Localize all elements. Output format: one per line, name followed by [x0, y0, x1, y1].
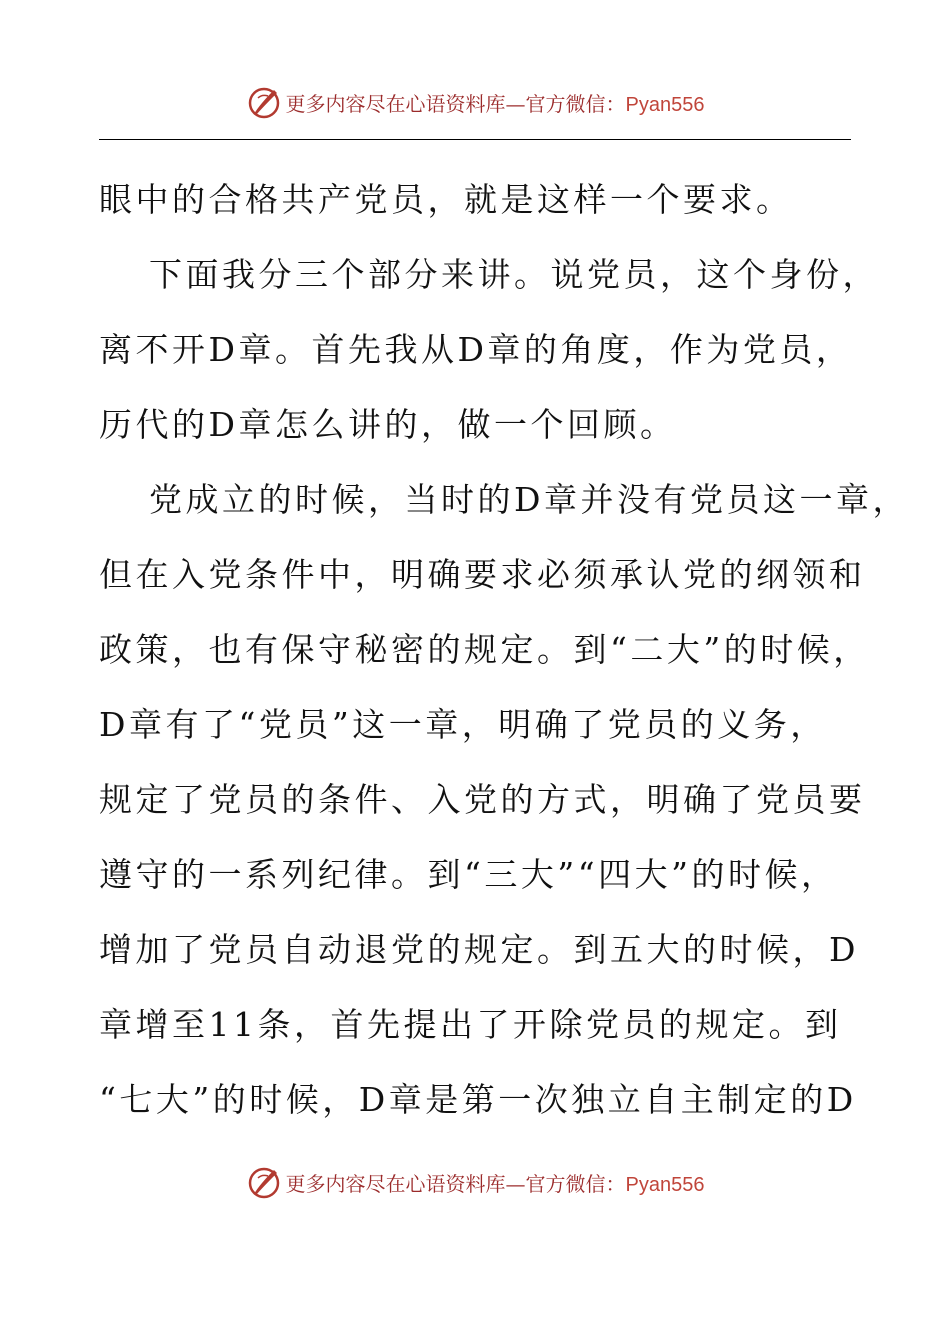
pen-logo-icon: [246, 1164, 282, 1200]
text-line: “七大”的时候，D章是第一次独立自主制定的D: [99, 1080, 857, 1119]
text-line: 增加了党员自动退党的规定。到五大的时候，D: [99, 930, 859, 969]
document-body: [99, 162, 909, 1137]
text-line: 历代的D章怎么讲的，做一个回顾。: [99, 405, 677, 444]
pen-logo-icon: [246, 84, 282, 120]
header-banner: [0, 82, 950, 122]
text-line: 遵守的一系列纪律。到“三大”“四大”的时候，: [99, 855, 838, 894]
text-line: 但在入党条件中，明确要求必须承认党的纲领和: [99, 555, 866, 594]
footer-wechat-id: Pyan556: [625, 1173, 705, 1196]
text-line: 政策，也有保守秘密的规定。到“二大”的时候，: [99, 630, 870, 669]
text-line: 眼中的合格共产党员，就是这样一个要求。: [99, 180, 793, 219]
footer-banner-text: 更多内容尽在心语资料库—官方微信：Pyan556: [285, 1171, 705, 1196]
header-wechat-id: Pyan556: [625, 93, 705, 116]
text-line: 离不开D章。首先我从D章的角度，作为党员，: [99, 330, 853, 369]
text-line: 章增至11条，首先提出了开除党员的规定。到: [99, 1005, 842, 1044]
text-line: 下面我分三个部分来讲。说党员，这个身份，: [149, 255, 879, 294]
text-line: 规定了党员的条件、入党的方式，明确了党员要: [99, 780, 866, 819]
header-banner-text: 更多内容尽在心语资料库—官方微信：Pyan556: [285, 91, 705, 116]
text-line: 党成立的时候，当时的D章并没有党员这一章，: [149, 480, 909, 519]
text-line: D章有了“党员”这一章，明确了党员的义务，: [99, 705, 827, 744]
footer-banner: [0, 1162, 950, 1202]
header-divider: [99, 139, 851, 140]
